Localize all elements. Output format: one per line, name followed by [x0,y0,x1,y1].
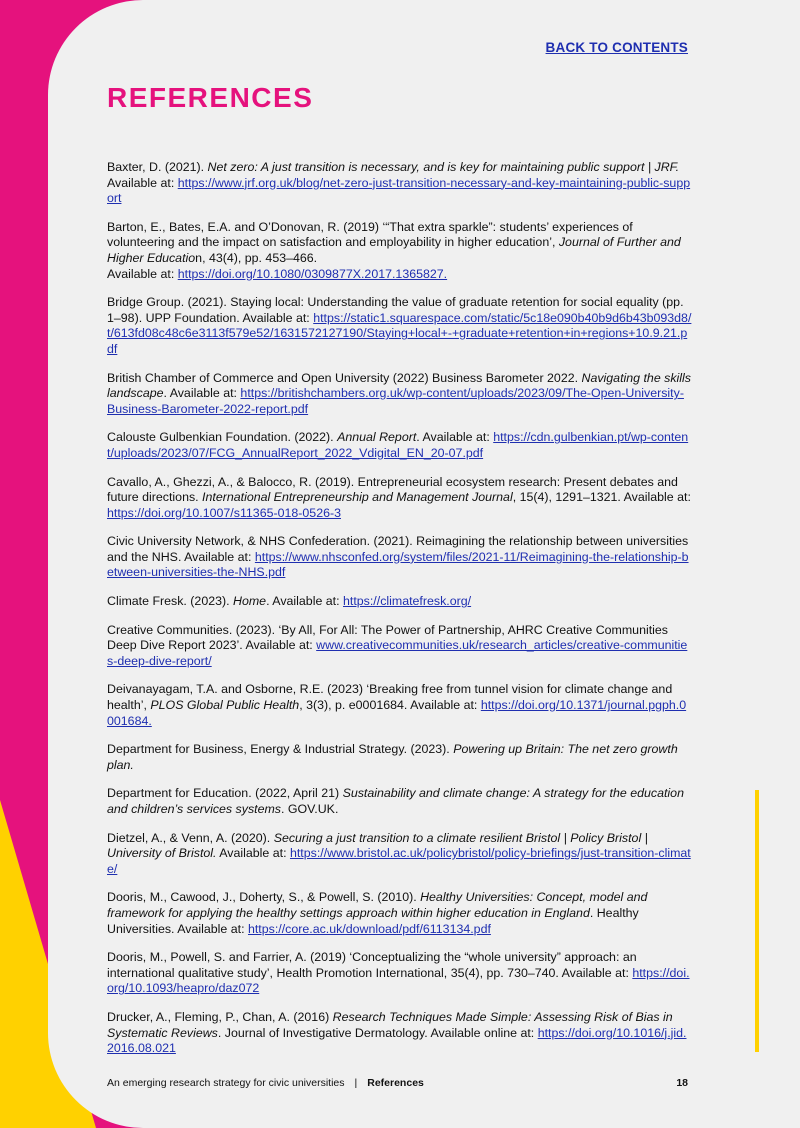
reference-text: Department for Education. (2022, April 21) [107,786,343,801]
reference-text: Calouste Gulbenkian Foundation. (2022). [107,430,338,445]
reference-entry [107,623,692,670]
reference-text: . Available at: [266,594,343,609]
reference-link[interactable]: https://www.nhsconfed.org/system/files/2021-11/Reimagining-the-relationship-between-universities-the-NHS.pdf [107,549,689,580]
reference-link[interactable]: https://static1.squarespace.com/static/5c18e090b40b9d6b43b093d8/t/613fd08c48c6e3113f579e52/1631572127190/Staying+local+-+graduate+retention+in+regions+10.9.21.pdf [107,310,692,356]
reference-entry [107,682,692,729]
reference-entry [107,295,692,357]
reference-entry [107,1010,692,1057]
reference-text: Barton, E., Bates, E.A. and O’Donovan, R. (2019) ‘“That extra sparkle”: students’ experiences of volunteering and the impact on satisfaction and employability in higher education’, [107,219,633,250]
reference-entry [107,371,692,418]
reference-link[interactable]: https://www.jrf.org.uk/blog/net-zero-just-transition-necessary-and-key-maintaining-public-support [107,175,691,206]
reference-text: Dooris, M., Cawood, J., Doherty, S., & Powell, S. (2010). [107,890,421,905]
reference-entry [107,220,692,282]
reference-link[interactable]: https://doi.org/10.1080/0309877X.2017.1365827. [177,266,448,281]
reference-text: Available at: [107,175,178,190]
reference-link[interactable]: https://cdn.gulbenkian.pt/wp-content/uploads/2023/07/FCG_AnnualReport_2022_Vdigital_EN_20-07.pdf [107,430,689,460]
reference-title: PLOS Global Public Health [150,698,300,713]
reference-text: . Healthy Universities. Available at: [107,905,639,936]
reference-text: , 3(3), p. e0001684. Available at: [299,698,481,713]
reference-text: . GOV.UK. [281,802,339,816]
reference-entry [107,786,692,817]
reference-link[interactable]: https://core.ac.uk/download/pdf/6113134.pdf [247,921,491,936]
reference-text: Available at: [107,266,178,281]
reference-text: Dietzel, A., & Venn, A. (2020). [107,830,274,845]
reference-text: n, 43(4), pp. 453–466. [195,250,318,265]
reference-text: Deivanayagam, T.A. and Osborne, R.E. (2023) ‘Breaking free from tunnel vision for climate change and health’, [107,682,673,713]
reference-text: Baxter, D. (2021). [107,160,208,174]
reference-list [107,160,692,1070]
reference-entry [107,890,692,937]
page-footer [107,1077,688,1089]
reference-text: Drucker, A., Fleming, P., Chan, A. (2016) [107,1009,333,1024]
reference-entry [107,594,692,610]
footer-document-title: An emerging research strategy for civic universities [107,1077,345,1089]
reference-text: Bridge Group. (2021). Staying local: Understanding the value of graduate retention for social equality (pp. 1–98). UPP Foundation. Available at: [107,295,684,325]
reference-title: Navigating the skills landscape [107,370,692,401]
reference-link[interactable]: https://doi.org/10.1016/j.jid.2016.08.021 [107,1025,687,1056]
reference-title: Powering up Britain: The net zero growth plan. [107,742,678,772]
reference-title: International Entrepreneurship and Management Journal [202,490,513,505]
reference-link[interactable]: https://www.bristol.ac.uk/policybristol/policy-briefings/just-transition-climate/ [107,846,691,876]
reference-entry [107,534,692,581]
footer-separator: | [354,1077,358,1089]
reference-title: Healthy Universities: Concept, model and framework for applying the healthy settings approach within higher education in England [107,890,648,920]
reference-link[interactable]: https://doi.org/10.1093/heapro/daz072 [107,965,690,996]
reference-text: Climate Fresk. (2023). [107,594,234,609]
reference-text: Department for Business, Energy & Industrial Strategy. (2023). [107,742,454,757]
reference-text: Available at: [216,846,290,861]
reference-entry [107,160,692,207]
reference-entry [107,831,692,878]
reference-text: . Journal of Investigative Dermatology. Available online at: [217,1025,538,1040]
reference-text: Creative Communities. (2023). ‘By All, For All: The Power of Partnership, AHRC Creative Communities Deep Dive Report 2023’. Available at: [107,622,668,653]
reference-text: . Available at: [416,430,494,445]
reference-entry [107,950,692,997]
reference-text: , 15(4), 1291–1321. Available at: [512,490,691,505]
reference-text: British Chamber of Commerce and Open University (2022) Business Barometer 2022. [107,370,582,385]
reference-link[interactable]: https://doi.org/10.1007/s11365-018-0526-3 [107,505,341,520]
reference-link[interactable]: https://doi.org/10.1371/journal.pgph.0001684. [107,698,687,728]
reference-text: . Available at: [163,386,241,401]
reference-link[interactable]: https://britishchambers.org.uk/wp-content/uploads/2023/09/The-Open-University-Business-Barometer-2022-report.pdf [107,386,684,416]
reference-title: Home [233,594,267,609]
reference-entry [107,475,692,522]
reference-text: Civic University Network, & NHS Confederation. (2021). Reimagining the relationship between universities and the NHS. Available at: [107,534,689,564]
reference-text: Dooris, M., Powell, S. and Farrier, A. (2019) ‘Conceptualizing the “whole university” approach: an international qualitative study’, Health Promotion International, 35(4), pp. 730–740. Available at: [107,950,637,980]
back-to-contents-link[interactable]: BACK TO CONTENTS [545,40,688,55]
reference-link[interactable]: www.creativecommunities.uk/research_articles/creative-communities-deep-dive-report/ [107,638,688,668]
reference-entry [107,742,692,773]
reference-title: Sustainability and climate change: A strategy for the education and children’s services systems [107,786,684,816]
page-title: REFERENCES [107,82,314,113]
reference-title: Journal of Further and Higher Educatio [107,235,681,265]
page-number: 18 [676,1077,688,1089]
reference-entry [107,430,692,461]
yellow-accent-bar [755,790,759,1052]
reference-link[interactable]: https://climatefresk.org/ [343,594,472,609]
reference-title: Research Techniques Made Simple: Assessing Risk of Bias in Systematic Reviews [107,1009,673,1040]
reference-title: Securing a just transition to a climate resilient Bristol | Policy Bristol | University of Bristol. [107,830,648,861]
reference-title: Annual Report [337,430,417,445]
reference-title: Net zero: A just transition is necessary, and is key for maintaining public support | JRF. [207,160,680,174]
reference-text: Cavallo, A., Ghezzi, A., & Balocco, R. (2019). Entrepreneurial ecosystem research: Present debates and future directions. [107,474,678,505]
footer-section-name: References [367,1077,424,1089]
